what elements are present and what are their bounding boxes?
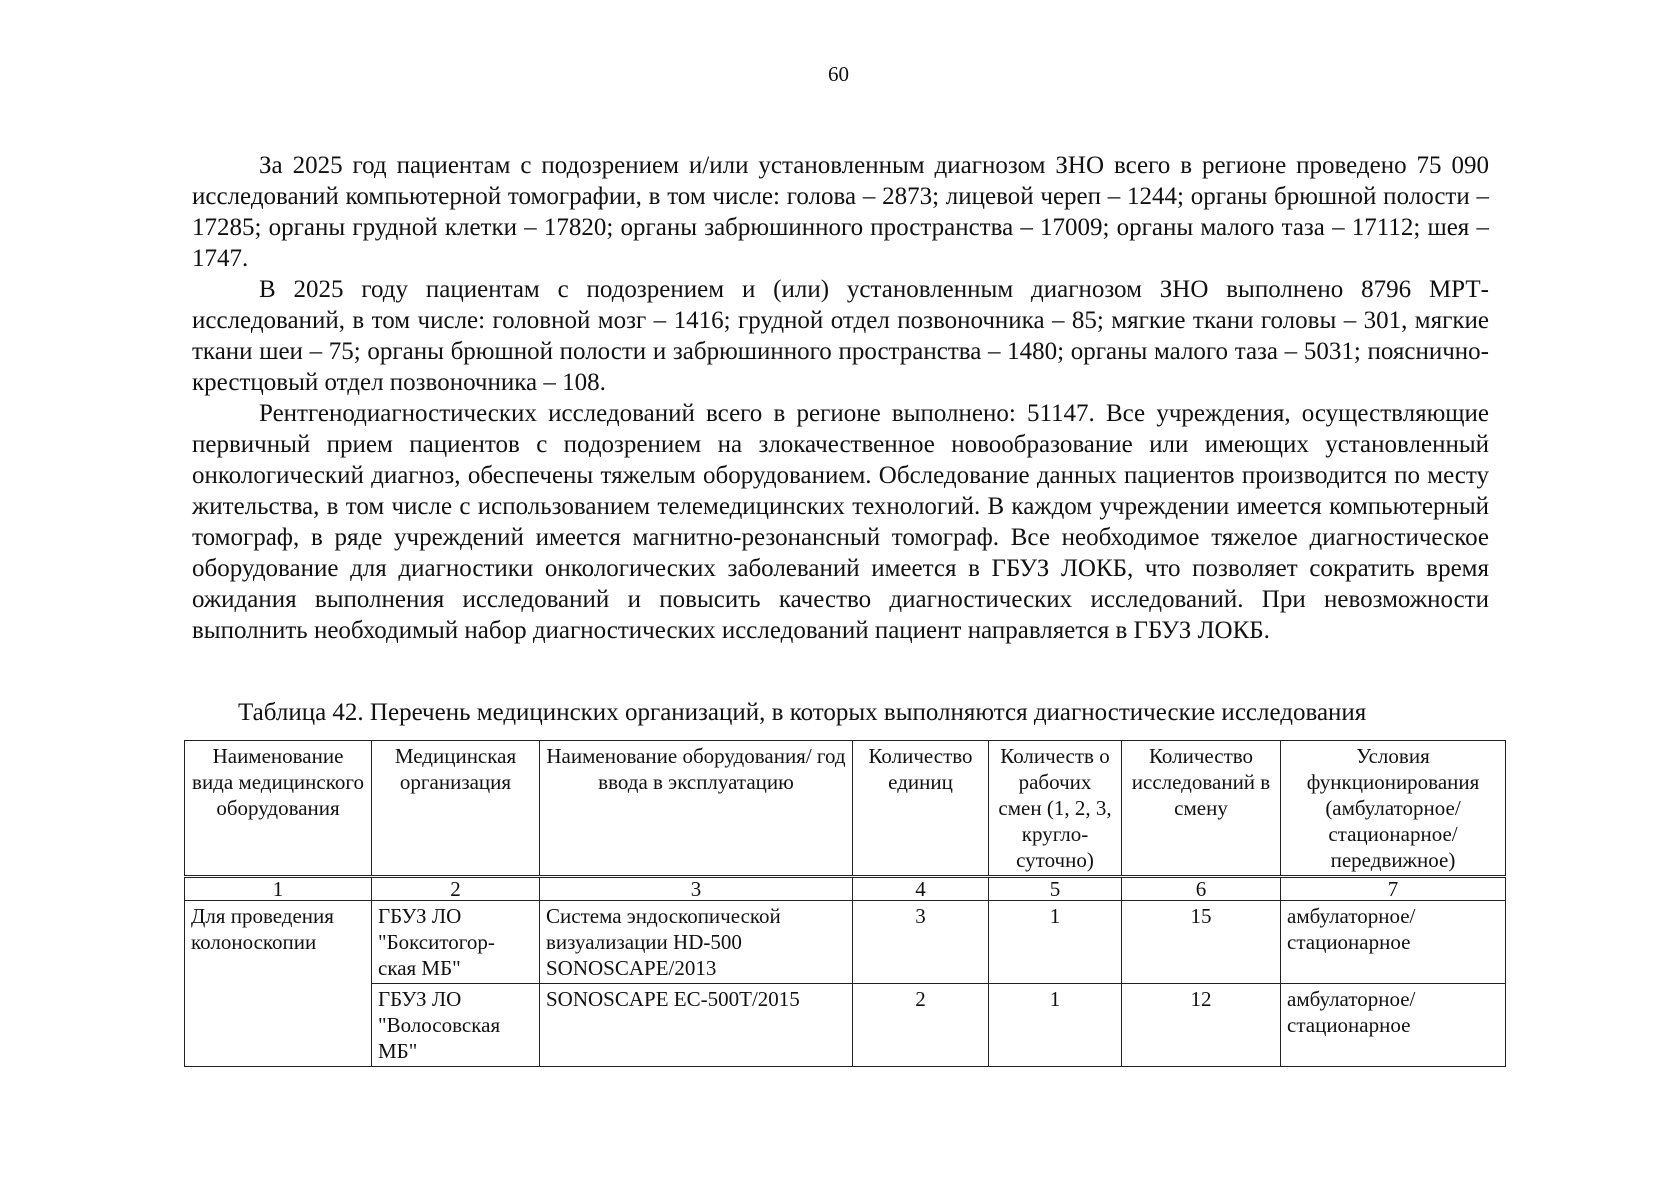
table-caption: Таблица 42. Перечень медицинских организаций, в которых выполняются диагностические исследования xyxy=(238,699,1367,726)
conditions-cell: амбулаторное/ стационарное xyxy=(1281,984,1506,1067)
header-equipment-name: Наименование оборудования/ год ввода в эксплуатацию xyxy=(540,741,853,877)
shifts-cell: 1 xyxy=(989,901,1122,984)
conditions-cell: амбулаторное/ стационарное xyxy=(1281,901,1506,984)
column-number: 6 xyxy=(1122,877,1281,901)
column-number: 7 xyxy=(1281,877,1506,901)
paragraph-mri: В 2025 году пациентам с подозрением и (или) установленным диагнозом ЗНО выполнено 8796 МРТ-исследований, в том числе: головной мозг – 1416; грудной отдел позвоночника – 85; мягкие ткани головы – 301, мягкие ткани шеи – 75; органы брюшной полости и забрюшинного пространства – 1480; органы малого таза – 5031; пояснично-крестцовый отдел позвоночника – 108. xyxy=(192,276,1489,396)
shifts-cell: 1 xyxy=(989,984,1122,1067)
header-conditions: Условия функционирования (амбулаторное/ стационарное/ передвижное) xyxy=(1281,741,1506,877)
organization-cell: ГБУЗ ЛО "Бокситогор-ская МБ" xyxy=(372,901,540,984)
studies-per-shift-cell: 15 xyxy=(1122,901,1281,984)
page-number: 60 xyxy=(828,62,849,86)
header-equipment-type: Наименование вида медицинского оборудования xyxy=(185,741,372,877)
paragraph-ct: За 2025 год пациентам с подозрением и/или установленным диагнозом ЗНО всего в регионе проведено 75 090 исследований компьютерной томографии, в том числе: голова – 2873; лицевой череп – 1244; органы брюшной полости – 17285; органы грудной клетки – 17820; органы забрюшинного пространства – 17009; органы малого таза – 17112; шея – 1747. xyxy=(192,152,1489,272)
equipment-table-wrap xyxy=(184,740,1505,1067)
header-organization: Медицинская организация xyxy=(372,741,540,877)
column-number: 2 xyxy=(372,877,540,901)
column-number: 3 xyxy=(540,877,853,901)
organization-cell: ГБУЗ ЛО "Волосовская МБ" xyxy=(372,984,540,1067)
paragraph-xray: Рентгенодиагностических исследований всего в регионе выполнено: 51147. Все учреждения, осуществляющие первичный прием пациентов с подозрением на злокачественное новообразование или имеющих установленный онкологический диагноз, обеспечены тяжелым оборудованием. Обследование данных пациентов производится по месту жительства, в том числе с использованием телемедицинских технологий. В каждом учреждении имеется компьютерный томограф, в ряде учреждений имеется магнитно-резонансный томограф. Все необходимое тяжелое диагностическое оборудование для диагностики онкологических заболеваний имеется в ГБУЗ ЛОКБ, что позволяет сократить время ожидания выполнения исследований и повысить качество диагностических исследований. При невозможности выполнить необходимый набор диагностических исследований пациент направляется в ГБУЗ ЛОКБ. xyxy=(192,400,1489,644)
header-shifts: Количеств о рабочих смен (1, 2, 3, кругло-суточно) xyxy=(989,741,1122,877)
units-cell: 2 xyxy=(853,984,989,1067)
equipment-cell: SONOSCAPE EC-500T/2015 xyxy=(540,984,853,1067)
units-cell: 3 xyxy=(853,901,989,984)
equipment-type-cell: Для проведения колоноскопии xyxy=(185,901,372,1067)
table-row xyxy=(185,984,1506,1067)
studies-per-shift-cell: 12 xyxy=(1122,984,1281,1067)
equipment-table xyxy=(184,740,1506,1067)
equipment-cell: Система эндоскопической визуализации HD-500 SONOSCAPE/2013 xyxy=(540,901,853,984)
column-number: 4 xyxy=(853,877,989,901)
body-text xyxy=(192,150,1489,646)
table-row xyxy=(185,901,1506,984)
table-column-numbers-row xyxy=(185,877,1506,901)
column-number: 1 xyxy=(185,877,372,901)
table-header-row xyxy=(185,741,1506,877)
header-studies-per-shift: Количество исследований в смену xyxy=(1122,741,1281,877)
column-number: 5 xyxy=(989,877,1122,901)
header-units: Количество единиц xyxy=(853,741,989,877)
